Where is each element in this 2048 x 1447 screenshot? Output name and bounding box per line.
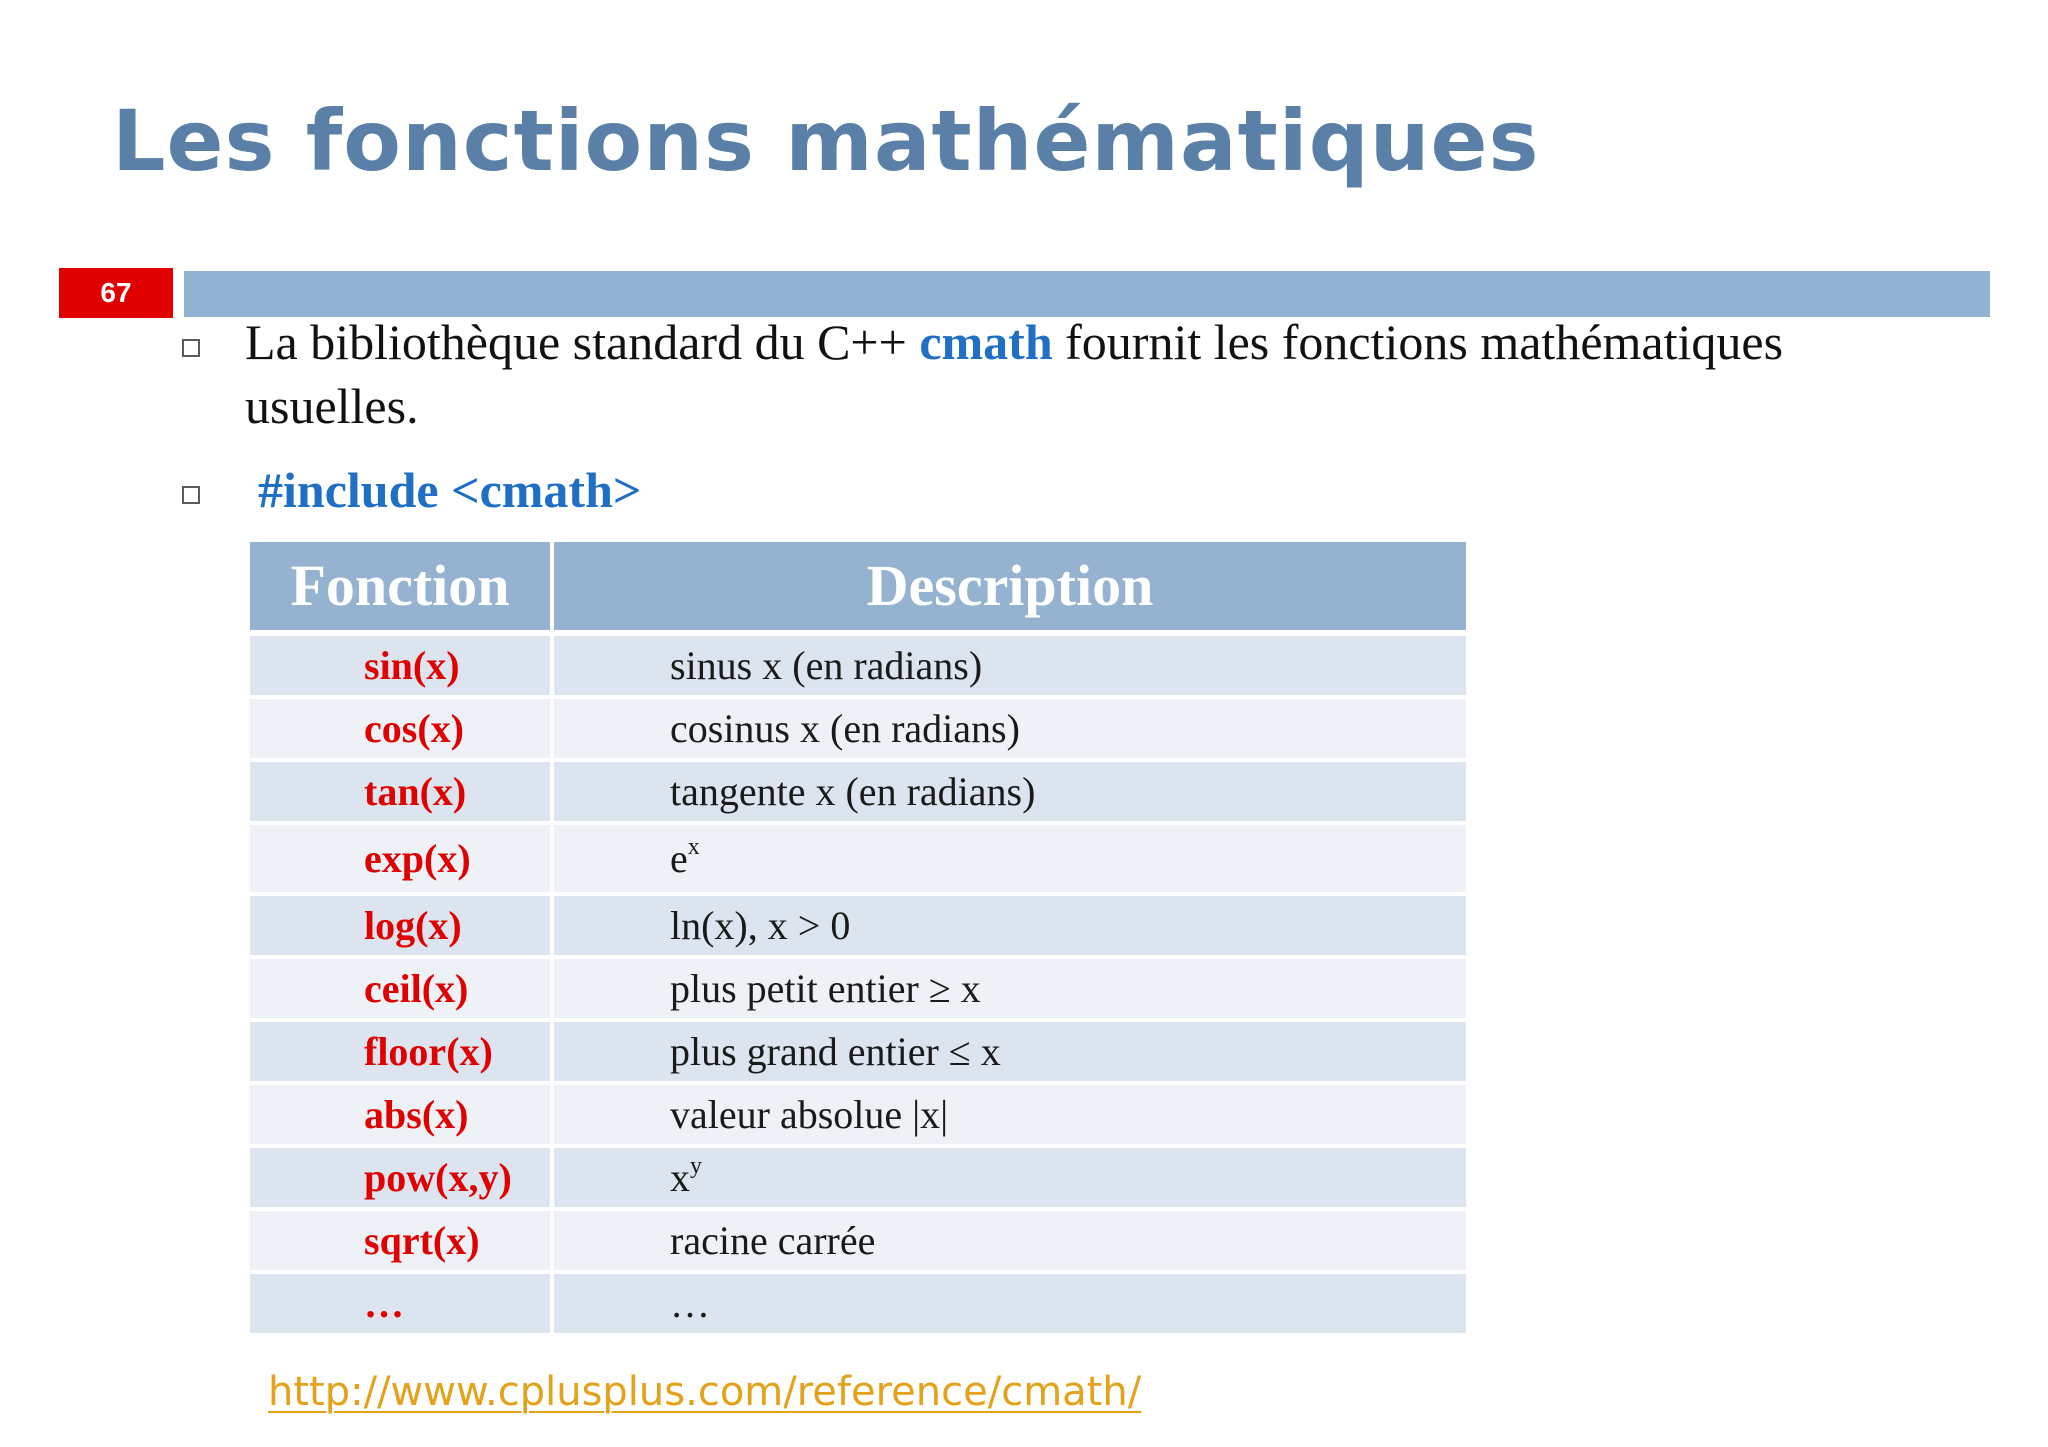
table-header-row bbox=[250, 542, 1466, 633]
table-row bbox=[250, 760, 1466, 823]
function-description: valeur absolue |x| bbox=[552, 1083, 1466, 1146]
function-name: ceil(x) bbox=[250, 957, 552, 1020]
function-name: sqrt(x) bbox=[250, 1209, 552, 1272]
slide-title: Les fonctions mathématiques bbox=[112, 92, 1540, 190]
exponent-power: x bbox=[687, 833, 700, 860]
table-row bbox=[250, 957, 1466, 1020]
function-description: ln(x), x > 0 bbox=[552, 894, 1466, 957]
page-number-badge: 67 bbox=[59, 268, 173, 318]
table-row bbox=[250, 697, 1466, 760]
function-name: sin(x) bbox=[250, 633, 552, 697]
function-name: tan(x) bbox=[250, 760, 552, 823]
cplusplus-reference-link[interactable]: http://www.cplusplus.com/reference/cmath/ bbox=[268, 1369, 1142, 1415]
table-row bbox=[250, 1146, 1466, 1209]
function-name: floor(x) bbox=[250, 1020, 552, 1083]
function-description: … bbox=[552, 1272, 1466, 1335]
table-row bbox=[250, 1020, 1466, 1083]
table-row bbox=[250, 894, 1466, 957]
table-row bbox=[250, 1209, 1466, 1272]
function-description bbox=[552, 1146, 1466, 1209]
function-name: … bbox=[250, 1272, 552, 1335]
function-description: sinus x (en radians) bbox=[552, 633, 1466, 697]
intro-paragraph bbox=[245, 310, 1925, 438]
square-bullet-icon bbox=[182, 486, 200, 504]
function-name: abs(x) bbox=[250, 1083, 552, 1146]
function-name: exp(x) bbox=[250, 823, 552, 894]
function-name: log(x) bbox=[250, 894, 552, 957]
exponent-base: e bbox=[670, 836, 688, 881]
cmath-keyword: cmath bbox=[919, 314, 1053, 370]
include-directive: #include <cmath> bbox=[258, 462, 642, 518]
function-description: plus petit entier ≥ x bbox=[552, 957, 1466, 1020]
function-description: racine carrée bbox=[552, 1209, 1466, 1272]
exponent-power: y bbox=[690, 1152, 702, 1179]
math-functions-table bbox=[250, 542, 1466, 1337]
table-row bbox=[250, 1272, 1466, 1335]
intro-text-after: fournit les fonctions mathématiques usuelles. bbox=[245, 314, 1784, 434]
square-bullet-icon bbox=[182, 339, 200, 357]
function-description: plus grand entier ≤ x bbox=[552, 1020, 1466, 1083]
function-name: pow(x,y) bbox=[250, 1146, 552, 1209]
table-row bbox=[250, 1083, 1466, 1146]
intro-text-before: La bibliothèque standard du C++ bbox=[245, 314, 920, 370]
function-description bbox=[552, 823, 1466, 894]
column-header-function: Fonction bbox=[250, 542, 552, 633]
function-name: cos(x) bbox=[250, 697, 552, 760]
table-row bbox=[250, 823, 1466, 894]
function-description: tangente x (en radians) bbox=[552, 760, 1466, 823]
function-description: cosinus x (en radians) bbox=[552, 697, 1466, 760]
exponent-base: x bbox=[670, 1155, 690, 1200]
table-row bbox=[250, 633, 1466, 697]
column-header-description: Description bbox=[552, 542, 1466, 633]
